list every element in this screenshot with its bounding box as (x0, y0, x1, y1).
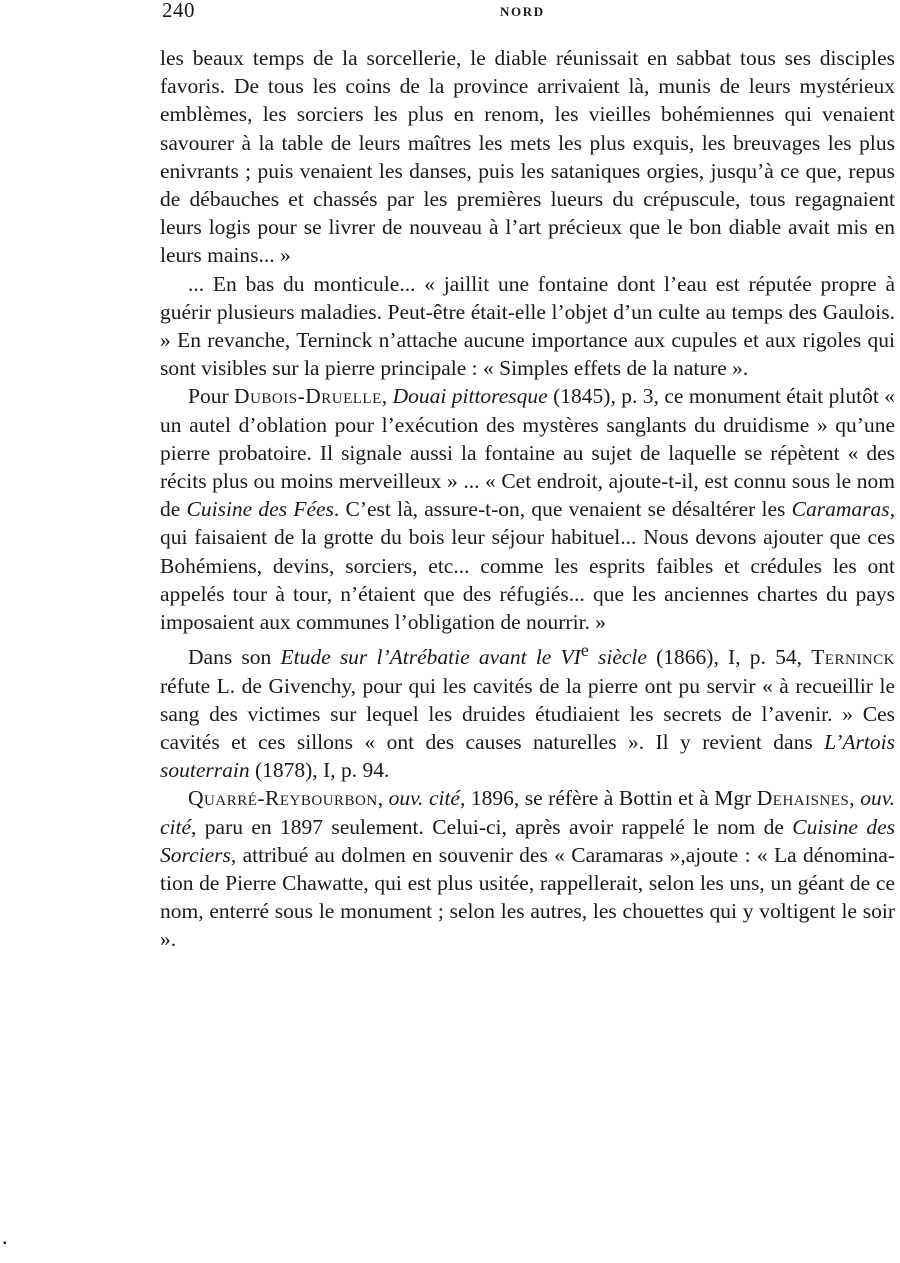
italic-text: siècle (588, 645, 647, 670)
superscript: e (580, 640, 589, 661)
text-run: , (381, 384, 393, 409)
paragraph (160, 636, 895, 784)
author-name: Dubois-Druelle (234, 384, 382, 409)
author-name: Terninck (811, 645, 895, 670)
text-run: , (377, 786, 389, 811)
italic-text: Cuisine des Sorciers (160, 814, 896, 867)
paragraph (160, 784, 895, 953)
italic-text: Caramaras (791, 497, 890, 522)
text-run: , qui faisaient de la grotte du bois leur séjour habituel... Nous devons ajouter que ces Bohémiens, devins, sorciers, etc... comme les esprits faibles et crédules les ont appelés tour à tour, n’étaient que des réfugiés... que les anciennes chartes du pays imposaient aux communes l’obligation de nourrir. » (160, 497, 895, 635)
text-run: . C’est là, assure-t-on, que venaient se désaltérer les (333, 497, 792, 522)
paragraph (160, 270, 895, 383)
text-run: (1866), I, p. 54, (646, 645, 812, 670)
text-run: , paru en 1897 seulement. Celui-ci, après avoir rappelé le nom de (191, 814, 793, 839)
running-title: NORD (500, 4, 545, 19)
italic-text: Cuisine des Fées (186, 497, 334, 522)
text-run: , attribué au dolmen en souvenir des « Caramaras »,ajoute : « La dénomination de Pierre Chawatte, qui est plus usitée, rappellerait, selon les uns, un géant de ce nom, enterré sous le monument ; selon les autres, les chouettes qui y voltigent le soir ». (160, 842, 895, 952)
ink-speck: ▪ (3, 1238, 7, 1249)
text-run: (1845), p. 3, ce monument était plutôt « un autel d’oblation pour l’exécution des mystères sanglants du druidisme » qu’une pierre probatoire. Il signale aussi la fontaine au sujet de laquelle se répètent « des récits plus ou moins merveilleux » ... « Cet endroit, ajoute-t-il, est connu sous le nom de (160, 384, 896, 522)
body-text (160, 44, 895, 954)
page-number: 240 (162, 0, 195, 22)
italic-text: L’Artois souterrain (160, 730, 895, 783)
text-run: ... En bas du monticule... « jaillit une fontaine dont l’eau est réputée propre à guérir plusieurs maladies. Peut-être était-elle l’objet d’un culte au temps des Gaulois. » En revanche, Terninck n’attache aucune importance aux cupules et aux rigoles qui sont visibles sur la pierre principale : « Simples effets de la nature ». (160, 271, 895, 381)
text-run: Dans son (188, 645, 281, 670)
text-run: , 1896, se réfère à Bottin et à Mgr (459, 786, 757, 811)
paragraph (160, 382, 895, 636)
author-name: Dehaisnes (756, 786, 850, 811)
text-run: , (849, 786, 861, 811)
italic-text: ouv. cité (160, 786, 896, 839)
text-run: Pour (188, 384, 235, 409)
paragraph (160, 44, 895, 270)
italic-text: ouv. cité (388, 786, 460, 811)
author-name: Quarré-Reybourbon (188, 786, 378, 811)
italic-text: Douai pittoresque (392, 384, 548, 409)
text-run: (1878), I, p. 94. (249, 758, 390, 783)
text-run: les beaux temps de la sorcellerie, le diable réunissait en sabbat tous ses disciples favoris. De tous les coins de la province arrivaient là, munis de leurs mystérieux emblèmes, les sorciers les plus en renom, les vieilles bohémiennes qui venaient savourer à la table de leurs maîtres les mets les plus exquis, les breuvages les plus enivrants ; puis venaient les danses, puis les sataniques orgies, jusqu’à ce que, repus de débauches et chassés par les premières lueurs du crépuscule, tous regagnaient leurs logis pour se livrer de nouveau à l’art précieux que le bon diable avait mis en leurs mains... » (160, 46, 895, 268)
text-run: réfute L. de Givenchy, pour qui les cavités de la pierre ont pu servir « à recueillir le sang des victimes sur lequel les druides étudiaient les secrets de l’avenir. » Ces cavités et ces sillons « ont des causes naturelles ». Il y revient dans (160, 673, 895, 755)
italic-text: Etude sur l’Atrébatie avant le VI (280, 645, 581, 670)
running-head (162, 0, 890, 24)
